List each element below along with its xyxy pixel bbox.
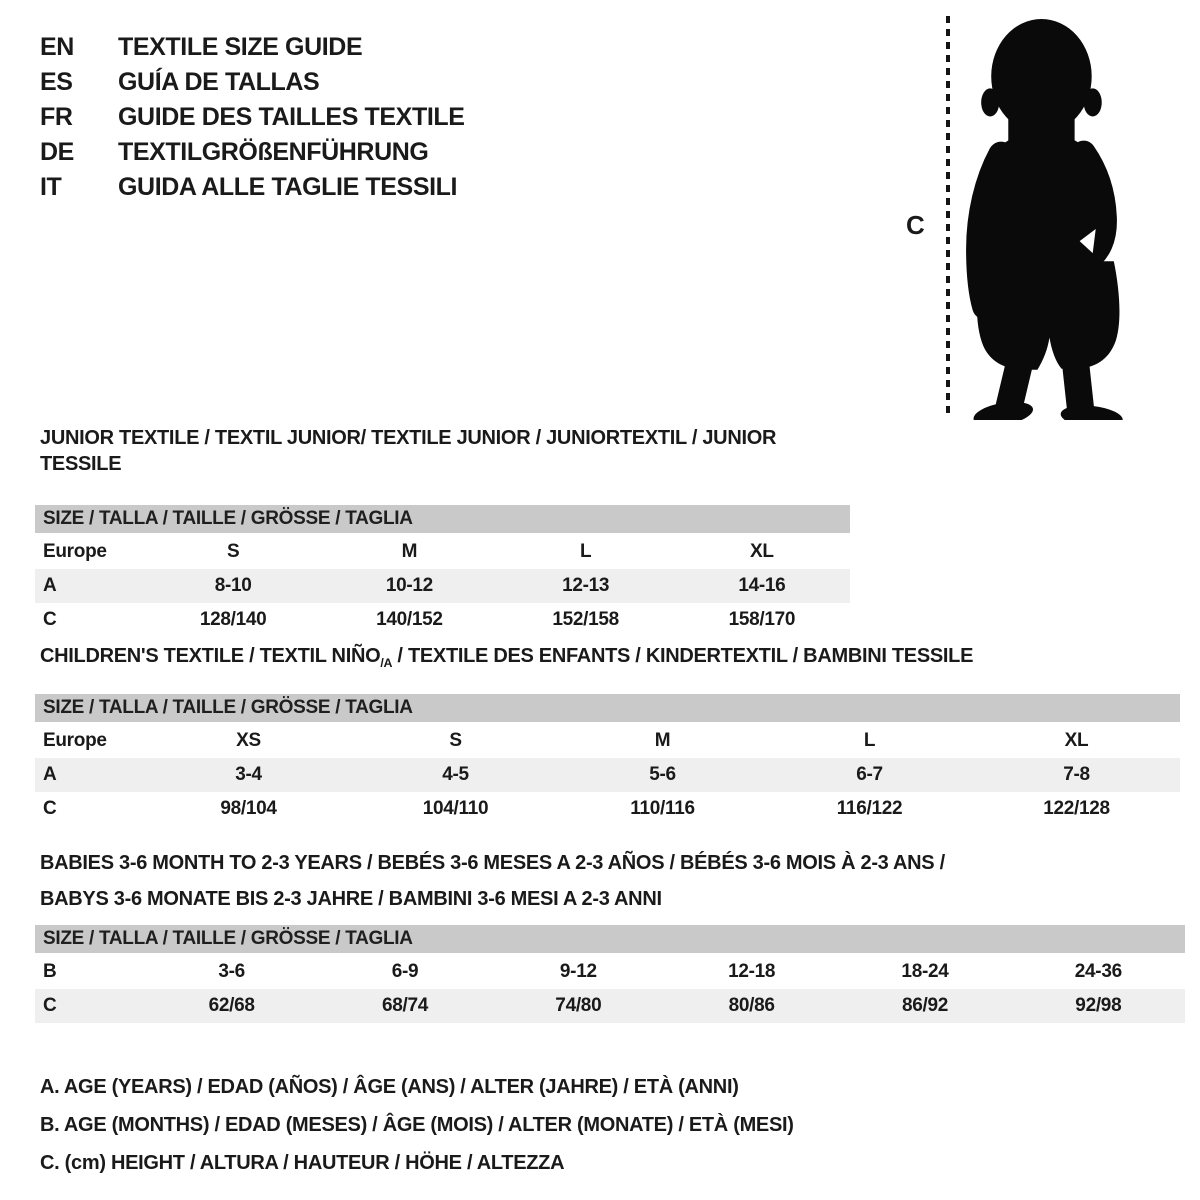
table-row [35, 792, 1180, 826]
table-row [35, 535, 850, 569]
size-value: 104/110 [422, 798, 489, 819]
row-label: Europe [43, 541, 107, 562]
language-code: ES [40, 68, 73, 96]
language-row [40, 135, 465, 170]
row-label: A [43, 575, 57, 596]
size-table-header: SIZE / TALLA / TAILLE / GRÖSSE / TAGLIA [35, 925, 1185, 953]
size-value: XL [1064, 730, 1089, 751]
size-value: S [226, 541, 240, 562]
size-value: L [579, 541, 592, 562]
size-value: 152/158 [552, 609, 619, 630]
size-value: 68/74 [381, 995, 429, 1016]
size-value: 3-4 [235, 764, 262, 785]
size-value: 62/68 [208, 995, 255, 1016]
size-section [35, 425, 850, 637]
language-code: EN [40, 33, 74, 61]
size-table [35, 724, 1180, 826]
size-value: 12-13 [562, 575, 610, 596]
size-value: 10-12 [385, 575, 433, 596]
toddler-silhouette-icon [962, 14, 1140, 420]
row-label: C [43, 995, 57, 1016]
language-row [40, 30, 465, 65]
language-title: GUIDE DES TAILLES TEXTILE [118, 103, 465, 131]
section-title: CHILDREN'S TEXTILE / TEXTIL $NIÑO_{/A}$ / TEXTILE DES ENFANTS / KINDERTEXTIL / BAMBINI TESSILE [40, 645, 974, 670]
size-section [35, 845, 1185, 1023]
size-value: 18-24 [901, 961, 949, 982]
legend-line: C. (cm) HEIGHT / ALTURA / HAUTEUR / HÖHE / ALTEZZA [40, 1152, 565, 1174]
row-label: A [43, 764, 57, 785]
section-title: BABIES 3-6 MONTH TO 2-3 YEARS / BEBÉS 3-6 MESES A 2-3 AÑOS / BÉBÉS 3-6 MOIS À 2-3 ANS / BABYS 3-6 MONATE BIS 2-3 JAHRE / BAMBINI 3-6 MESI A 2-3 ANNI [40, 852, 945, 910]
size-table-header: SIZE / TALLA / TAILLE / GRÖSSE / TAGLIA [35, 505, 850, 533]
language-title: GUÍA DE TALLAS [118, 68, 320, 96]
height-measure-label: C [906, 210, 925, 240]
row-label: C [43, 609, 57, 630]
legend-line: B. AGE (MONTHS) / EDAD (MESES) / ÂGE (MOIS) / ALTER (MONATE) / ETÀ (MESI) [40, 1114, 794, 1136]
language-code: IT [40, 173, 62, 201]
size-value: 128/140 [199, 609, 267, 630]
language-list [40, 30, 465, 205]
size-value: 12-18 [728, 961, 776, 982]
size-value: XS [236, 730, 261, 751]
size-value: 5-6 [649, 764, 676, 785]
language-title: GUIDA ALLE TAGLIE TESSILI [118, 173, 458, 201]
table-row [35, 569, 850, 603]
language-row [40, 65, 465, 100]
size-table [35, 955, 1185, 1023]
size-value: 6-7 [856, 764, 883, 785]
language-row [40, 100, 465, 135]
table-row [35, 758, 1180, 792]
size-value: 140/152 [376, 609, 443, 630]
legend [40, 1068, 794, 1182]
table-row [35, 955, 1185, 989]
table-row [35, 603, 850, 637]
row-label: Europe [43, 730, 107, 751]
size-value: 122/128 [1043, 798, 1110, 819]
size-table [35, 535, 850, 637]
legend-line: A. AGE (YEARS) / EDAD (AÑOS) / ÂGE (ANS) / ALTER (JAHRE) / ETÀ (ANNI) [40, 1076, 739, 1098]
table-row [35, 724, 1180, 758]
size-value: 110/116 [630, 798, 695, 819]
size-value: 86/92 [901, 995, 948, 1016]
section-title: JUNIOR TEXTILE / TEXTIL JUNIOR/ TEXTILE JUNIOR / JUNIORTEXTIL / JUNIOR TESSILE [40, 427, 777, 475]
size-value: 8-10 [214, 575, 252, 596]
size-value: 92/98 [1075, 995, 1122, 1016]
size-value: 116/122 [836, 798, 903, 819]
row-label: B [43, 961, 57, 982]
size-value: 4-5 [442, 764, 469, 785]
size-table-header: SIZE / TALLA / TAILLE / GRÖSSE / TAGLIA [35, 694, 1180, 722]
size-value: 3-6 [218, 961, 245, 982]
size-value: XL [750, 541, 774, 562]
size-value: 98/104 [220, 798, 277, 819]
language-code: DE [40, 138, 74, 166]
height-dashed-line [946, 16, 950, 414]
size-value: 158/170 [728, 609, 796, 630]
size-value: M [401, 541, 418, 562]
size-value: M [654, 730, 671, 751]
language-code: FR [40, 103, 73, 131]
size-value: S [449, 730, 462, 751]
size-value: 7-8 [1063, 764, 1090, 785]
size-section [35, 643, 1180, 826]
row-label: C [43, 798, 57, 819]
size-value: 6-9 [391, 961, 419, 982]
size-value: 24-36 [1074, 961, 1122, 982]
language-title: TEXTILE SIZE GUIDE [118, 33, 363, 61]
size-value: L [863, 730, 876, 751]
size-value: 74/80 [555, 995, 602, 1016]
language-row [40, 170, 465, 205]
table-row [35, 989, 1185, 1023]
language-title: TEXTILGRÖßENFÜHRUNG [118, 138, 429, 166]
size-value: 80/86 [728, 995, 775, 1016]
size-value: 9-12 [559, 961, 597, 982]
size-value: 14-16 [738, 575, 786, 596]
